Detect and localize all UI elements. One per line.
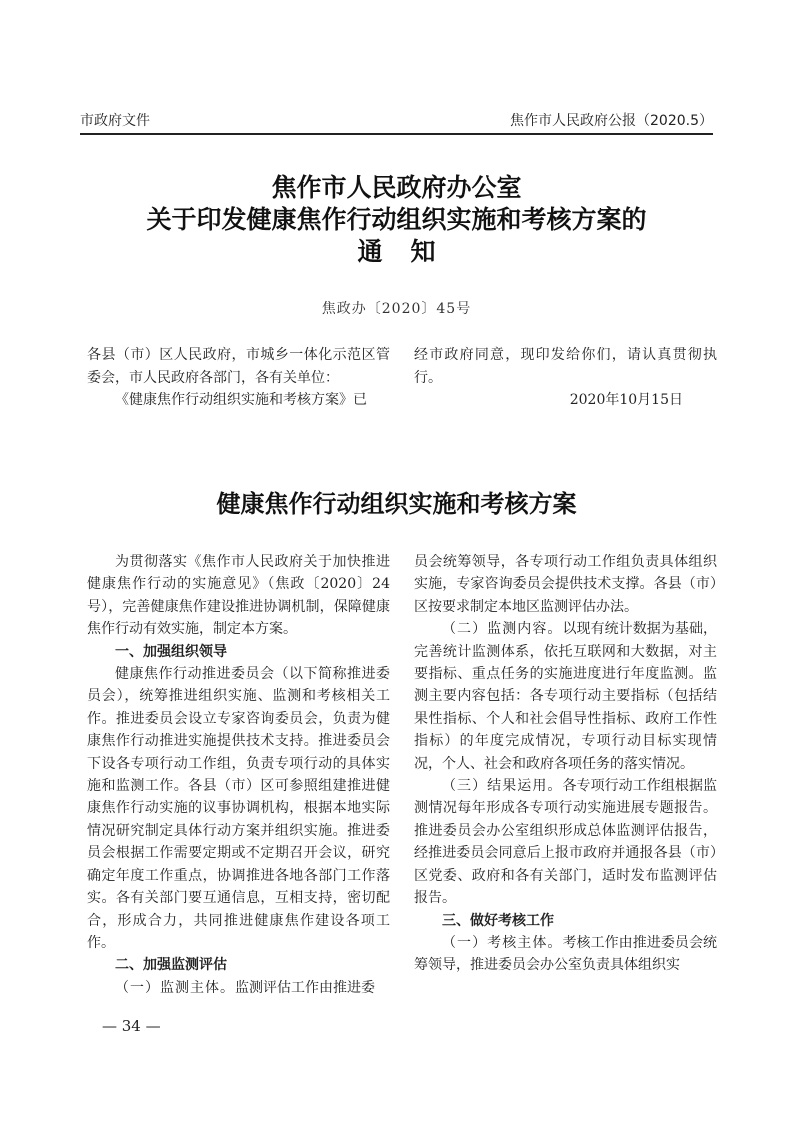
section-2-3-text: 各专项行动工作组根据监测情况每年形成各专项行动实施进展专题报告。推进委员会办公室组织形成总体监测评估报告，经推进委员会同意后上报市政府并通报各县（市）区党委、政府和各有关部门，适时发布监测评估报告。 [414, 778, 718, 907]
notice-date: 2020年10月15日 [569, 392, 683, 408]
section-2-3-label: （三）结果运用。 [442, 778, 563, 795]
plan-title: 健康焦作行动组织实施和考核方案 [216, 489, 577, 518]
notice-right-column [414, 344, 717, 412]
document-number: 焦政办〔2020〕45号 [321, 301, 472, 317]
plan-left-column [87, 551, 390, 999]
notice-title-line-2: 关于印发健康焦作行动组织实施和考核方案的 [146, 205, 647, 234]
notice-body-left: 《健康焦作行动组织实施和考核方案》已 [115, 392, 367, 408]
section-2-1-text-left: 监测评估工作由推进委 [235, 979, 375, 996]
notice-title [0, 172, 793, 268]
section-2-3-paragraph [414, 775, 717, 909]
section-2-2-paragraph [414, 618, 717, 775]
plan-intro: 为贯彻落实《焦作市人民政府关于加快推进健康焦作行动的实施意见》（焦政〔2020〕24号），完善健康焦作建设推进协调机制，保障健康焦作行动有效实施，制定本方案。 [87, 554, 390, 638]
section-heading-1: 一、加强组织领导 [115, 643, 227, 660]
section-2-2-label: （二）监测内容。 [442, 621, 563, 638]
header-section-label: 市政府文件 [80, 113, 150, 129]
notice-title-line-3: 通知 [357, 237, 464, 266]
section-heading-3: 三、做好考核工作 [442, 912, 554, 929]
section-1-text: 健康焦作行动推进委员会（以下简称推进委员会），统筹推进组织实施、监测和考核相关工作。推进委员会设立专家咨询委员会，负责为健康焦作行动推进实施提供技术支持。推进委员会下设各专项行动工作组，负责专项行动的具体实施和监测工作。各县（市）区可参照组建推进健康焦作行动实施的议事协调机构，根据本地实际情况研究制定具体行动方案并组织实施。推进委员会根据工作需要定期或不定期召开会议，研究确定年度工作重点，协调推进各地各部门工作落实。各有关部门要互通信息，互相支持，密切配合，形成合力，共同推进健康焦作建设各项工作。 [87, 666, 390, 951]
notice-addressee: 各县（市）区人民政府，市城乡一体化示范区管委会，市人民政府各部门，各有关单位： [87, 347, 390, 386]
notice-body-right: 经市政府同意，现印发给你们，请认真贯彻执行。 [414, 347, 717, 386]
header-divider [80, 133, 713, 135]
section-3-1-text: 考核工作由推进委员会统筹领导，推进委员会办公室负责具体组织实 [414, 934, 718, 974]
section-3-1-label: （一）考核主体。 [442, 934, 563, 951]
notice-title-line-1: 焦作市人民政府办公室 [271, 173, 522, 202]
notice-left-column [87, 344, 390, 412]
running-header [80, 108, 713, 130]
header-publication-label: 焦作市人民政府公报（2020.5） [510, 113, 713, 129]
section-2-1-label: （一）监测主体。 [115, 979, 235, 996]
section-heading-2: 二、加强监测评估 [115, 957, 227, 974]
page-number: — 34 — [102, 1017, 161, 1035]
section-2-2-text: 以现有统计数据为基础，完善统计监测体系，依托互联网和大数据，对主要指标、重点任务的实施进度进行年度监测。监测主要内容包括：各专项行动主要指标（包括结果性指标、个人和社会倡导性指标、政府工作性指标）的年度完成情况，专项行动目标实现情况，个人、社会和政府各项任务的落实情况。 [414, 621, 718, 772]
section-3-1-paragraph [414, 932, 717, 977]
plan-right-column [414, 551, 717, 977]
section-2-1-paragraph [87, 977, 390, 999]
section-2-1-text-right: 员会统筹领导，各专项行动工作组负责具体组织实施，专家咨询委员会提供技术支撑。各县（市）区按要求制定本地区监测评估办法。 [414, 554, 717, 615]
